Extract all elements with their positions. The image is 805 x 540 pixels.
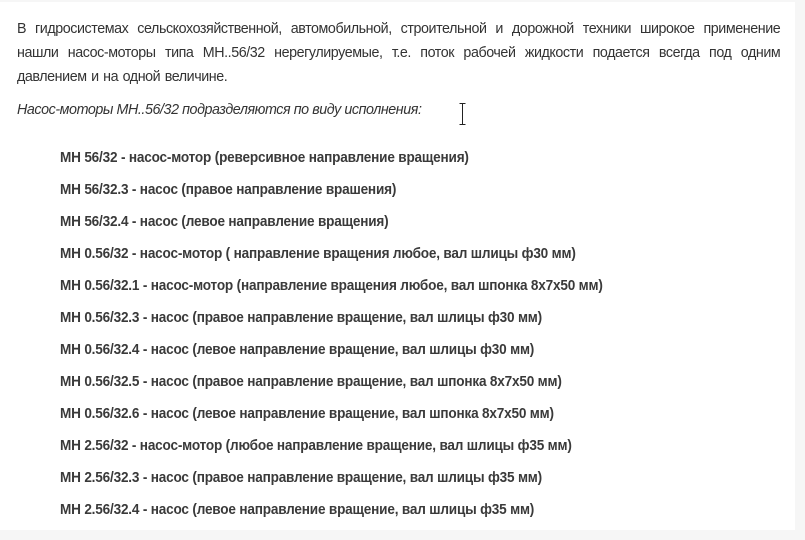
model-item: МН 2.56/32 - насос-мотор (любое направление вращение, вал шлицы ф35 мм) bbox=[60, 438, 572, 454]
intro-paragraph: В гидросистемах сельскохозяйственной, автомобильной, строительной и дорожной техники широкое применение нашли насос-моторы типа МН..56/32 нерегулируемые, т.е. поток рабочей жидкости подается всегда под одним давлением и на одной величине. bbox=[17, 20, 781, 85]
model-item: МН 56/32.3 - насос (правое направление врашения) bbox=[60, 182, 397, 198]
model-item: МН 0.56/32 - насос-мотор ( направление вращения любое, вал шлицы ф30 мм) bbox=[60, 246, 576, 262]
text-cursor-icon bbox=[459, 103, 466, 125]
model-item: МН 0.56/32.5 - насос (правое направление вращение, вал шпонка 8х7х50 мм) bbox=[60, 374, 562, 390]
section-subtitle: Насос-моторы МН..56/32 подразделяются по виду исполнения: bbox=[17, 101, 422, 118]
model-item: МН 56/32.4 - насос (левое направление вращения) bbox=[60, 214, 389, 230]
model-item: МН 0.56/32.1 - насос-мотор (направление вращения любое, вал шпонка 8х7х50 мм) bbox=[60, 278, 603, 294]
model-list bbox=[60, 148, 644, 532]
model-item: МН 0.56/32.3 - насос (правое направление вращение, вал шлицы ф30 мм) bbox=[60, 310, 543, 326]
model-item: МН 0.56/32.6 - насос (левое направление вращение, вал шпонка 8х7х50 мм) bbox=[60, 406, 554, 422]
model-item: МН 0.56/32.4 - насос (левое направление вращение, вал шлицы ф30 мм) bbox=[60, 342, 535, 358]
model-item: МН 56/32 - насос-мотор (реверсивное направление вращения) bbox=[60, 150, 469, 166]
model-item: МН 2.56/32.4 - насос (левое направление вращение, вал шлицы ф35 мм) bbox=[60, 502, 535, 518]
content-panel bbox=[0, 2, 795, 530]
model-item: МН 2.56/32.3 - насос (правое направление вращение, вал шлицы ф35 мм) bbox=[60, 470, 543, 486]
